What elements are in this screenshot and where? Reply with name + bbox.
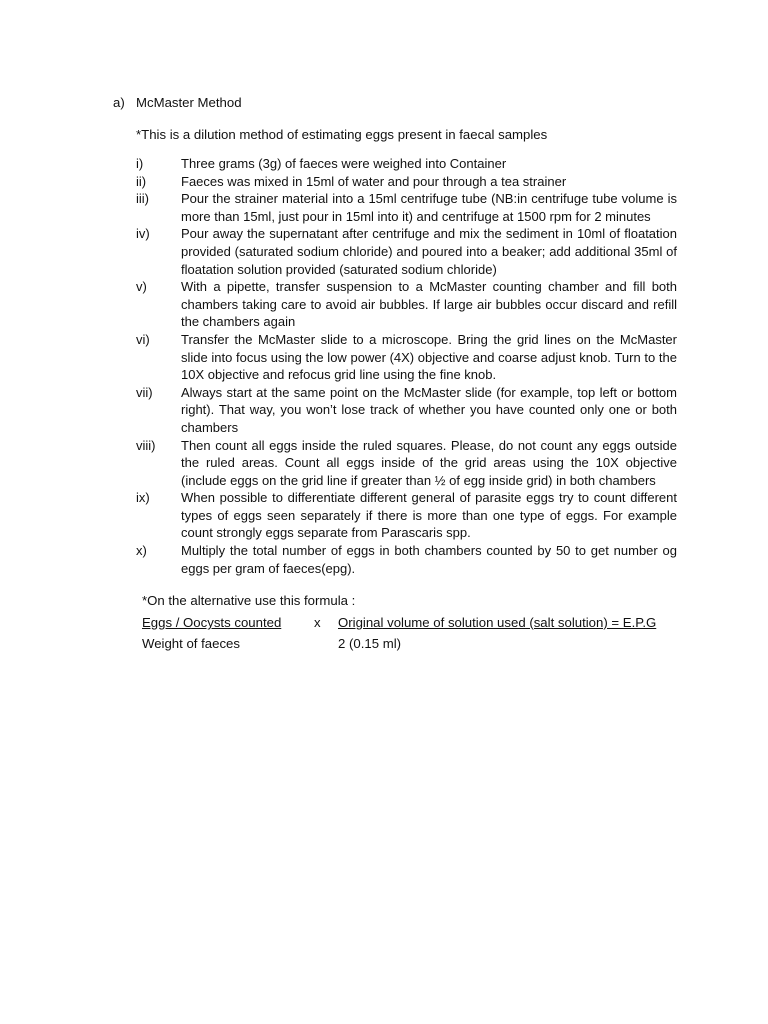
step-number: ii) xyxy=(136,173,147,189)
step-text: Then count all eggs inside the ruled squares. Please, do not count any eggs outside the ruled areas. Count all eggs inside of the grid areas using the 10X objective (include eggs on the grid line if greater than ½ of egg inside grid) in both chambers xyxy=(181,437,677,488)
procedure-step xyxy=(136,384,677,437)
formula-denominator-right: 2 (0.15 ml) xyxy=(338,636,402,651)
step-number: vi) xyxy=(136,331,150,347)
section-heading xyxy=(113,94,242,111)
formula-intro: *On the alternative use this formula : xyxy=(142,593,356,608)
step-text: Transfer the McMaster slide to a microscope. Bring the grid lines on the McMaster slide into focus using the low power (4X) objective and coarse adjust knob. Turn to the 10X objective and refocus grid line using the fine knob. xyxy=(181,331,677,383)
formula-numerator-left: Eggs / Oocysts counted xyxy=(142,615,282,630)
step-text: Pour away the supernatant after centrifuge and mix the sediment in 10ml of floatation provided (saturated sodium chloride) and poured into a beaker; add additional 35ml of floatation solution provided (saturated sodium chloride) xyxy=(181,226,677,277)
step-text: With a pipette, transfer suspension to a McMaster counting chamber and fill both chambers taking care to avoid air bubbles. If large air bubbles occur discard and refill the chambers again xyxy=(181,279,677,330)
section-label: a) xyxy=(113,95,125,110)
procedure-step xyxy=(136,542,677,577)
step-number: ix) xyxy=(136,490,150,506)
step-number: iii) xyxy=(136,191,149,207)
procedure-step xyxy=(136,190,677,225)
formula-operator: x xyxy=(314,615,321,630)
procedure-step xyxy=(136,437,677,490)
procedure-step xyxy=(136,331,677,384)
step-number: viii) xyxy=(136,437,156,453)
method-description: *This is a dilution method of estimating eggs present in faecal samples xyxy=(136,127,548,142)
step-number: x) xyxy=(136,543,147,559)
step-number: v) xyxy=(136,279,147,295)
procedure-step xyxy=(136,225,677,278)
step-number: i) xyxy=(136,156,144,171)
epg-formula xyxy=(142,614,682,658)
step-number: iv) xyxy=(136,226,150,242)
procedure-steps xyxy=(136,155,677,577)
step-text: When possible to differentiate different general of parasite eggs try to count different types of eggs seen separately if there is more than one type of eggs. For example count strongly eggs separate from Parascaris spp. xyxy=(181,490,677,541)
formula-numerator-right: Original volume of solution used (salt solution) = E.P.G xyxy=(338,615,657,630)
procedure-step xyxy=(136,155,677,173)
section-title: McMaster Method xyxy=(136,95,242,110)
step-text: Three grams (3g) of faeces were weighed into Container xyxy=(181,156,507,171)
step-text: Faeces was mixed in 15ml of water and pour through a tea strainer xyxy=(181,173,567,189)
step-text: Always start at the same point on the McMaster slide (for example, top left or bottom right). That way, you won’t lose track of whether you have counted only one or both chambers xyxy=(181,384,677,435)
formula-denominator-left: Weight of faeces xyxy=(142,636,240,651)
step-text: Pour the strainer material into a 15ml centrifuge tube (NB:in centrifuge tube volume is more than 15ml, just pour in 15ml into it) and centrifuge at 1500 rpm for 2 minutes xyxy=(181,191,677,224)
procedure-step xyxy=(136,489,677,542)
procedure-step xyxy=(136,278,677,331)
procedure-step xyxy=(136,173,677,191)
step-text: Multiply the total number of eggs in both chambers counted by 50 to get number og eggs per gram of faeces(epg). xyxy=(181,543,677,576)
step-number: vii) xyxy=(136,384,153,400)
